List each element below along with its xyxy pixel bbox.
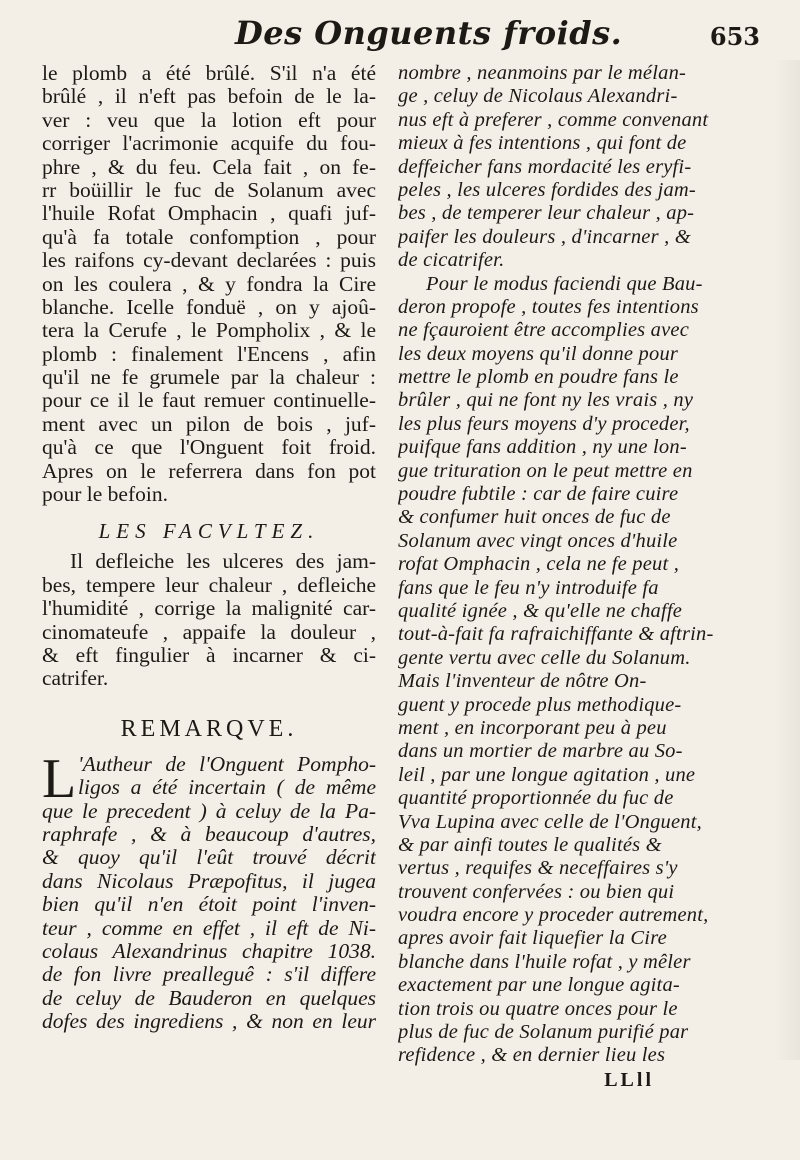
text-line: leil , par une longue agitation , une	[398, 763, 696, 786]
text-line: mieux à fes intentions , qui font de	[398, 132, 687, 155]
text-line: bes, tempere leur chaleur , defleiche	[42, 573, 376, 597]
text-line: tout-à-fait fa rafraichiffante & aftrin-	[398, 623, 714, 646]
text-line: & eft fingulier à incarner & ci-	[42, 643, 376, 667]
text-line: paifer les douleurs , d'incarner , &	[398, 225, 691, 248]
text-line: blanche. Icelle fonduë , on y ajoû-	[42, 295, 376, 319]
text-line: dofes des ingrediens , & non en leur	[42, 1010, 376, 1034]
text-line: & par ainfi toutes le qualités &	[398, 833, 662, 856]
text-line: bien qu'il n'en étoit point l'inven-	[42, 893, 376, 917]
text-line: Vva Lupina avec celle de l'Onguent,	[398, 810, 702, 833]
drop-cap: L	[42, 747, 77, 810]
text-line: ver : veu que la lotion eft pour	[42, 108, 376, 132]
text-line: l'huile Rofat Omphacin , quafi juf-	[42, 202, 376, 226]
text-line: vertus , requifes & neceffaires s'y	[398, 857, 678, 880]
text-line: que le precedent ) à celuy de la Pa-	[42, 799, 376, 823]
text-line: phre , & du feu. Cela fait , on fe-	[42, 155, 376, 179]
text-line: dans Nicolaus Præpofitus, il jugea	[42, 869, 376, 893]
text-line: & confumer huit onces de fuc de	[398, 506, 671, 529]
text-line: pour le befoin.	[42, 483, 168, 507]
text-line: cinomateufe , appaife la douleur ,	[42, 620, 376, 644]
text-line: qu'il ne fe grumele par la chaleur :	[42, 366, 376, 390]
text-line: nus eft à preferer , comme convenant	[398, 108, 709, 131]
text-line: plus de fuc de Solanum purifié par	[398, 1021, 689, 1044]
text-line: rofat Omphacin , cela ne fe peut ,	[398, 553, 680, 576]
text-line: Solanum avec vingt onces d'huile	[398, 529, 678, 552]
text-line: apres avoir fait liquefier la Cire	[398, 927, 667, 950]
text-line: voudra encore y proceder autrement,	[398, 904, 709, 927]
paragraph-facultez	[42, 550, 376, 690]
text-line: gente vertu avec celle du Solanum.	[398, 646, 691, 669]
page-number: 653	[709, 22, 760, 51]
running-title: Des Onguents froids.	[235, 14, 623, 52]
text-line: dans un mortier de marbre au So-	[398, 740, 683, 763]
text-line: qu'à ce que l'Onguent foit froid.	[42, 436, 376, 460]
text-line: Pour le modus faciendi que Bau-	[426, 272, 703, 295]
text-line: fans que le feu n'y introduife fa	[398, 576, 659, 599]
paragraph-preparation	[42, 62, 376, 506]
text-line: les deux moyens qu'il donne pour	[398, 342, 679, 365]
text-line: catrifer.	[42, 667, 109, 691]
text-line: poudre fubtile : car de faire cuire	[398, 483, 679, 506]
text-line: refidence , & en dernier lieu les	[398, 1044, 666, 1067]
remarque-paragraph	[42, 747, 376, 1034]
text-line: bes , de temperer leur chaleur , ap-	[398, 202, 695, 225]
text-line: ge , celuy de Nicolaus Alexandri-	[398, 85, 678, 108]
text-line: puifque fans addition , ny une lon-	[398, 436, 687, 459]
text-line: les raifons cy-devant declarées : puis	[42, 249, 376, 273]
text-line: deron propofe , toutes fes intentions	[398, 295, 699, 318]
text-line: ligos a été incertain ( de même	[78, 776, 376, 800]
text-line: ment avec un pilon de bois , juf-	[42, 412, 376, 436]
text-line: blanche dans l'huile rofat , y mêler	[398, 950, 691, 973]
text-line: ment , en incorporant peu à peu	[398, 716, 667, 739]
text-line: exactement par une longue agita-	[398, 974, 680, 997]
paragraph-comparison	[398, 62, 774, 273]
text-line: rr boüillir le fuc de Solanum avec	[42, 178, 376, 202]
text-line: le plomb a été brûlé. S'il n'a été	[42, 62, 376, 85]
text-line: raphrafe , & à beaucoup d'autres,	[42, 822, 376, 846]
text-line: deffeicher fans mordacité les eryfi-	[398, 155, 692, 178]
text-line: corriger l'acrimonie acquife du fou-	[42, 132, 376, 156]
text-line: de cicatrifer.	[398, 249, 505, 272]
text-line: de celuy de Bauderon en quelques	[42, 986, 376, 1010]
text-line: 'Autheur de l'Onguent Pompho-	[78, 752, 376, 776]
text-line: pour ce il le faut remuer continuelle-	[42, 389, 376, 413]
text-line: brûlé , il n'eft pas befoin de le la-	[42, 85, 376, 109]
text-line: on les coulera , & y fondra la Cire	[42, 272, 376, 296]
text-line: tera la Cerufe , le Pompholix , & le	[42, 319, 376, 343]
text-line: les plus feurs moyens d'y proceder,	[398, 412, 690, 435]
text-line: & quoy qu'il l'eût trouvé décrit	[42, 846, 376, 870]
text-line: colaus Alexandrinus chapitre 1038.	[42, 939, 376, 963]
text-line: brûler , qui ne font ny les vrais , ny	[398, 389, 694, 412]
text-line: nombre , neanmoins par le mélan-	[398, 62, 687, 84]
page-header	[40, 10, 770, 62]
text-line: Il defleiche les ulceres des jam-	[70, 550, 376, 574]
text-line: qu'à fa totale confomption , pour	[42, 225, 376, 249]
right-column	[398, 62, 774, 1092]
text-line: plomb : finalement l'Encens , afin	[42, 342, 376, 366]
text-line: mettre le plomb en poudre fans le	[398, 366, 679, 389]
text-line: de fon livre prealleguê : s'il differe	[42, 963, 376, 987]
signature-mark: LLll	[604, 1068, 654, 1091]
text-line: trouvent confervées : ou bien qui	[398, 880, 675, 903]
text-line: peles , les ulceres fordides des jam-	[398, 178, 696, 201]
text-line: Mais l'inventeur de nôtre On-	[398, 670, 647, 693]
remarque-heading: REMARQVE.	[120, 715, 298, 742]
page-edge-shadow	[774, 60, 800, 1060]
paragraph-modus-faciendi	[398, 273, 774, 1068]
left-column	[42, 62, 376, 1033]
text-line: quantité proportionnée du fuc de	[398, 787, 674, 810]
text-line: Apres on le referrera dans fon pot	[42, 459, 376, 483]
facultez-heading: LES FACVLTEZ.	[98, 519, 320, 544]
text-line: guent y procede plus methodique-	[398, 693, 682, 716]
text-line: l'humidité , corrige la malignité car-	[42, 597, 376, 621]
text-line: teur , comme en effet , il eft de Ni-	[42, 916, 376, 940]
text-line: tion trois ou quatre onces pour le	[398, 997, 678, 1020]
text-line: qualité ignée , & qu'elle ne chaffe	[398, 599, 683, 622]
text-line: gue trituration on le peut mettre en	[398, 459, 693, 482]
text-line: ne fçauroient être accomplies avec	[398, 319, 690, 342]
